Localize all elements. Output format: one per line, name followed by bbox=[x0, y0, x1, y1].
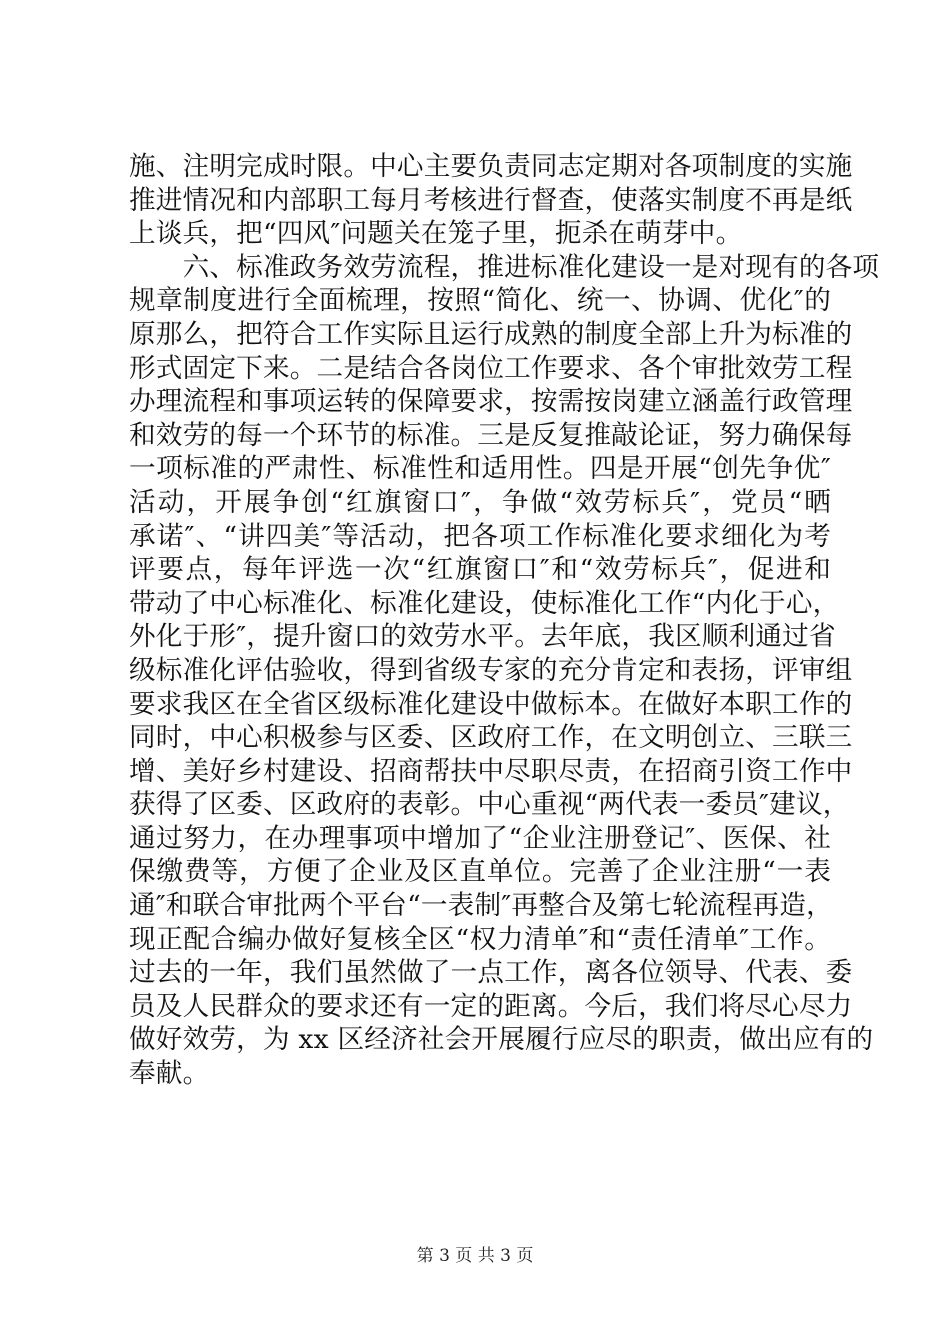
text-line: 一项标准的严肃性、标准性和适用性。四是开展“创先争优″ bbox=[129, 453, 831, 485]
text-line: 和效劳的每一个环节的标准。三是反复推敲论证，努力确保每 bbox=[129, 419, 853, 451]
text-line: 形式固定下来。二是结合各岗位工作要求、各个审批效劳工程 bbox=[129, 352, 853, 384]
text-line: 通″和联合审批两个平台“一表制″再整合及第七轮流程再造， bbox=[129, 890, 833, 922]
text-line: 现正配合编办做好复核全区“权力清单″和“责任清单″工作。 bbox=[129, 923, 831, 955]
page-footer: 第 3 页 共 3 页 bbox=[416, 1246, 534, 1266]
text-line: 推进情况和内部职工每月考核进行督查，使落实制度不再是纸 bbox=[129, 184, 853, 216]
text-line: 同时，中心积极参与区委、区政府工作，在文明创立、三联三 bbox=[129, 722, 853, 754]
document-body bbox=[129, 150, 880, 1091]
text-line: 六、标准政务效劳流程，推进标准化建设一是对现有的各项 bbox=[129, 251, 880, 283]
text-line: 评要点，每年评选一次“红旗窗口″和“效劳标兵″，促进和 bbox=[129, 554, 831, 586]
text-line: 保缴费等，方便了企业及区直单位。完善了企业注册“一表 bbox=[129, 856, 831, 888]
text-line: 带动了中心标准化、标准化建设，使标准化工作“内化于心， bbox=[129, 587, 840, 619]
text-line: 要求我区在全省区级标准化建设中做标本。在做好本职工作的 bbox=[129, 688, 853, 720]
text-line: 做好效劳，为 xx 区经济社会开展履行应尽的职责，做出应有的 bbox=[129, 1024, 874, 1056]
text-line: 级标准化评估验收，得到省级专家的充分肯定和表扬，评审组 bbox=[129, 654, 853, 686]
text-line: 增、美好乡村建设、招商帮扶中尽职尽责，在招商引资工作中 bbox=[129, 755, 853, 787]
text-line: 上谈兵，把“四风″问题关在笼子里，扼杀在萌芽中。 bbox=[129, 218, 743, 250]
text-line: 员及人民群众的要求还有一定的距离。今后，我们将尽心尽力 bbox=[129, 990, 853, 1022]
text-line: 外化于形″，提升窗口的效劳水平。去年底，我区顺利通过省 bbox=[129, 621, 836, 653]
text-line: 施、注明完成时限。中心主要负责同志定期对各项制度的实施 bbox=[129, 151, 853, 182]
text-line: 奉献。 bbox=[129, 1058, 210, 1090]
text-line: 通过努力，在办理事项中增加了“企业注册登记″、医保、社 bbox=[129, 822, 831, 854]
text-line: 获得了区委、区政府的表彰。中心重视“两代表一委员″建议， bbox=[129, 789, 850, 821]
text-line: 过去的一年，我们虽然做了一点工作，离各位领导、代表、委 bbox=[129, 957, 853, 989]
text-line: 原那么，把符合工作实际且运行成熟的制度全部上升为标准的 bbox=[129, 318, 853, 350]
text-line: 规章制度进行全面梳理，按照“简化、统一、协调、优化″的 bbox=[129, 285, 831, 317]
text-line: 承诺″、“讲四美″等活动，把各项工作标准化要求细化为考 bbox=[129, 520, 831, 552]
text-line: 活动，开展争创“红旗窗口″，争做“效劳标兵″，党员“晒 bbox=[129, 486, 831, 518]
text-line: 办理流程和事项运转的保障要求，按需按岗建立涵盖行政管理 bbox=[129, 386, 853, 418]
